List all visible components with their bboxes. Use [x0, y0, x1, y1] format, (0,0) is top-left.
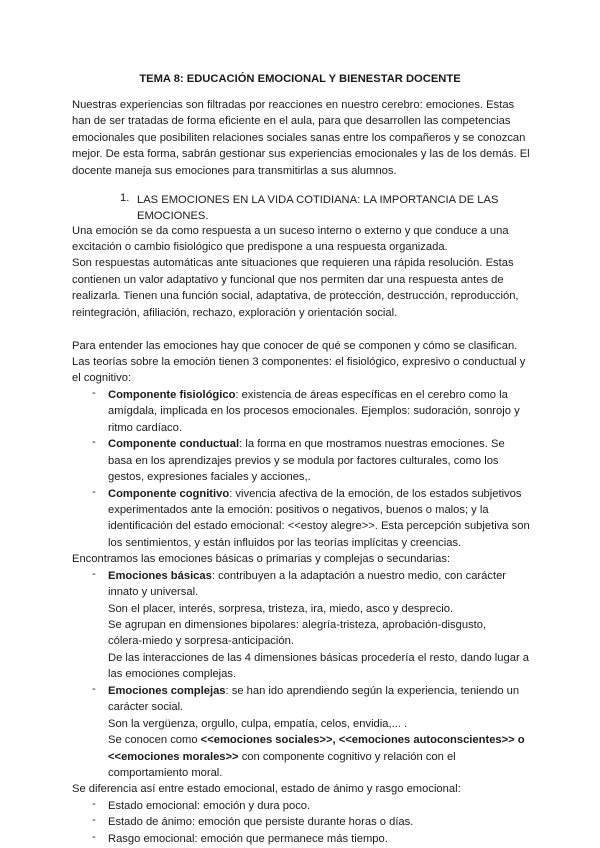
text-line: Son respuestas automáticas ante situaciones que requieren una rápida resolución. Estas	[72, 257, 514, 270]
text-line: cólera-miedo y sorpresa-anticipación.	[108, 635, 294, 648]
bullet-dash: -	[92, 567, 96, 580]
paragraph	[72, 338, 542, 387]
text-line: contienen un valor adaptativo y funcional que nos permiten dar una respuesta antes de	[72, 273, 504, 286]
bullet-item	[72, 814, 542, 830]
text-line: Se diferencia así entre estado emocional, estado de ánimo y rasgo emocional:	[72, 783, 461, 796]
text-line: Las teorías sobre la emoción tienen 3 componentes: el fisiológico, expresivo o conductual y	[72, 356, 526, 368]
paragraph	[72, 781, 542, 797]
bold-term: <<emociones morales>>	[108, 750, 239, 763]
bold-term: Componente fisiológico	[108, 388, 236, 401]
text-line	[108, 732, 542, 748]
paragraph	[72, 97, 542, 179]
text-span: Se conocen como	[108, 734, 201, 747]
bullet-dash: -	[92, 814, 96, 827]
text-span: : contribuyen a la adaptación a nuestro medio, con carácter	[211, 569, 507, 582]
bold-term: Emociones complejas	[108, 684, 226, 697]
text-line	[108, 568, 542, 584]
bullet-dash: -	[92, 386, 96, 399]
text-line: carácter social.	[108, 701, 184, 714]
text-line: amígdala, implicada en los procesos emocionales. Ejemplos: sudoración, sonrojo y	[108, 405, 520, 418]
section-heading	[72, 192, 542, 225]
text-line: gestos, expresiones faciales y acciones,.	[108, 471, 311, 484]
document-title: TEMA 8: EDUCACIÓN EMOCIONAL Y BIENESTAR DOCENTE	[139, 73, 461, 85]
paragraph	[72, 223, 542, 322]
bold-term: <<emociones sociales>>, <<emociones autoconscientes>> o	[200, 734, 525, 747]
bullet-item	[72, 387, 542, 436]
text-line: reintegración, afiliación, rechazo, exploración y orientación social.	[72, 306, 398, 319]
text-line	[108, 749, 542, 765]
text-line: Se agrupan en dimensiones bipolares: alegría-tristeza, aprobación-disgusto,	[108, 619, 487, 631]
text-line: realizarla. Tienen una función social, adaptativa, de protección, destrucción, reproducción,	[72, 290, 519, 303]
bold-term: Emociones básicas	[108, 569, 212, 582]
bullet-dash: -	[92, 830, 96, 843]
text-line: Para entender las emociones hay que conocer de qué se componen y cómo se clasifican.	[72, 339, 518, 352]
text-line	[108, 683, 542, 699]
bold-term: Componente conductual	[108, 438, 240, 451]
bullet-dash: -	[92, 436, 96, 449]
text-line: Una emoción se da como respuesta a un suceso interno o externo y que conduce a una	[72, 224, 509, 237]
bullet-item	[72, 436, 542, 485]
text-line: Nuestras experiencias son filtradas por reacciones en nuestro cerebro: emociones. Estas	[72, 99, 515, 111]
text-span: : se han ido aprendiendo según la experiencia, teniendo un	[225, 684, 520, 697]
bullet-dash: -	[92, 682, 96, 695]
bullet-item	[72, 683, 542, 782]
bullet-dash: -	[92, 485, 96, 498]
text-line: emocionales que posibiliten relaciones sociales sanas entre los compañeros y se conozcan	[72, 131, 526, 144]
text-line: LAS EMOCIONES EN LA VIDA COTIDIANA: LA IMPORTANCIA DE LAS	[137, 193, 499, 206]
text-line: mejor. De esta forma, sabrán gestionar sus experiencias emocionales y las de los demás. El	[72, 148, 530, 161]
document-body	[72, 97, 542, 847]
text-line: Estado emocional: emoción y dura poco.	[108, 799, 311, 812]
text-line: docente maneja sus emociones para transmitirlas a sus alumnos.	[72, 164, 397, 177]
text-span: : vivencia afectiva de la emoción, de los estados subjetivos	[229, 487, 522, 500]
text-span: : existencia de áreas específicas en el cerebro como la	[235, 388, 508, 401]
text-line	[108, 436, 542, 452]
bullet-item	[72, 798, 542, 814]
bold-term: Componente cognitivo	[108, 487, 230, 500]
text-line: Estado de ánimo: emoción que persiste durante horas o días.	[108, 816, 414, 829]
text-line: identificación del estado emocional: <<estoy alegre>>. Esta percepción subjetiva son	[108, 520, 530, 533]
text-line: EMOCIONES.	[137, 210, 209, 223]
text-line	[108, 387, 542, 403]
text-line: Rasgo emocional: emoción que permanece más tiempo.	[108, 832, 388, 845]
bullet-item	[72, 568, 542, 683]
bullet-item	[72, 486, 542, 552]
text-line: comportamiento moral.	[108, 766, 223, 779]
text-span: : la forma en que mostramos nuestras emociones. Se	[239, 438, 505, 451]
text-line: Encontramos las emociones básicas o primarias y complejas o secundarias:	[72, 553, 451, 566]
text-line: han de ser tratadas de forma eficiente en el aula, para que desarrollen las competencias	[72, 115, 511, 128]
text-line: el cognitivo:	[72, 372, 132, 385]
text-line: basa en los aprendizajes previos y se modula por factores culturales, como los	[108, 454, 499, 467]
bullet-item	[72, 831, 542, 847]
text-line: innato y universal.	[108, 586, 199, 599]
text-line: ritmo cardíaco.	[108, 421, 182, 434]
list-number: 1.	[120, 191, 130, 204]
text-line: Son la vergüenza, orgullo, culpa, empatía, celos, envidia,... .	[108, 717, 408, 730]
text-line	[108, 486, 542, 502]
text-line: De las interacciones de las 4 dimensiones básicas procedería el resto, dando lugar a	[108, 651, 530, 664]
paragraph	[72, 551, 542, 567]
blank-line	[72, 321, 542, 337]
text-line: las emociones complejas.	[108, 668, 237, 681]
bullet-dash: -	[92, 797, 96, 810]
text-line: Son el placer, interés, sorpresa, tristeza, ira, miedo, asco y desprecio.	[108, 602, 454, 615]
text-line: excitación o cambio fisiológico que predispone a una respuesta organizada.	[72, 240, 448, 253]
text-line: los sentimientos, y están influidos por las teorías implícitas y creencias.	[108, 536, 462, 549]
text-span: con componente cognitivo y relación con el	[238, 750, 456, 763]
text-line: experimentados ante la emoción: positivos o negativos, buenos o malos; y la	[108, 503, 489, 516]
